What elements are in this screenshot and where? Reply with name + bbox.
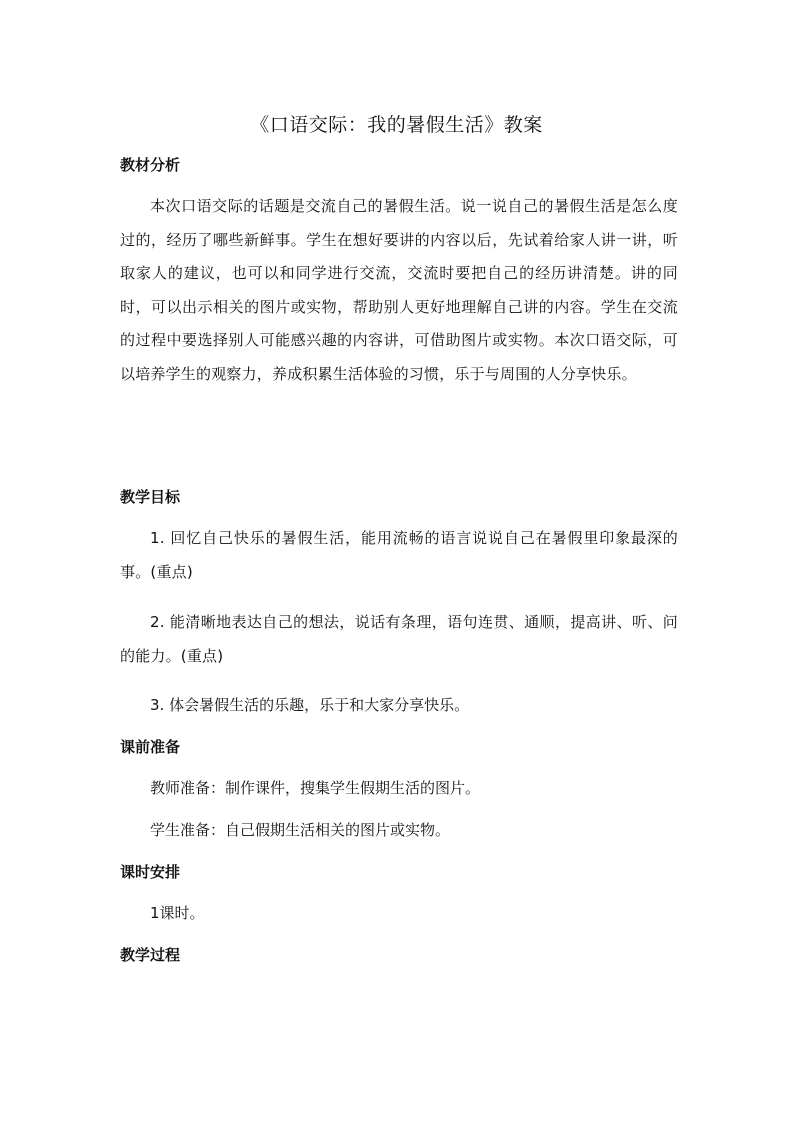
page-title: 《口语交际：我的暑假生活》教案 <box>250 114 543 136</box>
goal-item-1: 1. 回忆自己快乐的暑假生活，能用流畅的语言说说自己在暑假里印象最深的事。(重点) <box>120 529 678 581</box>
schedule-text: 1课时。 <box>150 904 205 922</box>
goal-item-3: 3. 体会暑假生活的乐趣，乐于和大家分享快乐。 <box>150 696 470 714</box>
analysis-paragraph: 本次口语交际的话题是交流自己的暑假生活。说一说自己的暑假生活是怎么度过的，经历了哪些新鲜事。学生在想好要讲的内容以后，先试着给家人讲一讲，听取家人的建议，也可以和同学进行交流，交流时要把自己的经历讲清楚。讲的同时，可以出示相关的图片或实物，帮助别人更好地理解自己讲的内容。学生在交流的过程中要选择别人可能感兴趣的内容讲，可借助图片或实物。本次口语交际，可以培养学生的观察力，养成积累生活体验的习惯，乐于与周围的人分享快乐。 <box>120 197 678 383</box>
heading-analysis: 教材分析 <box>120 156 181 174</box>
preparation-student: 学生准备：自己假期生活相关的图片或实物。 <box>150 821 451 839</box>
preparation-teacher: 教师准备：制作课件，搜集学生假期生活的图片。 <box>150 779 481 797</box>
heading-schedule: 课时安排 <box>120 863 181 881</box>
heading-preparation: 课前准备 <box>120 738 181 756</box>
goal-item-2: 2. 能清晰地表达自己的想法，说话有条理，语句连贯、通顺，提高讲、听、问的能力。(重点) <box>120 613 678 665</box>
heading-goals: 教学目标 <box>120 488 181 506</box>
heading-process: 教学过程 <box>120 946 181 964</box>
